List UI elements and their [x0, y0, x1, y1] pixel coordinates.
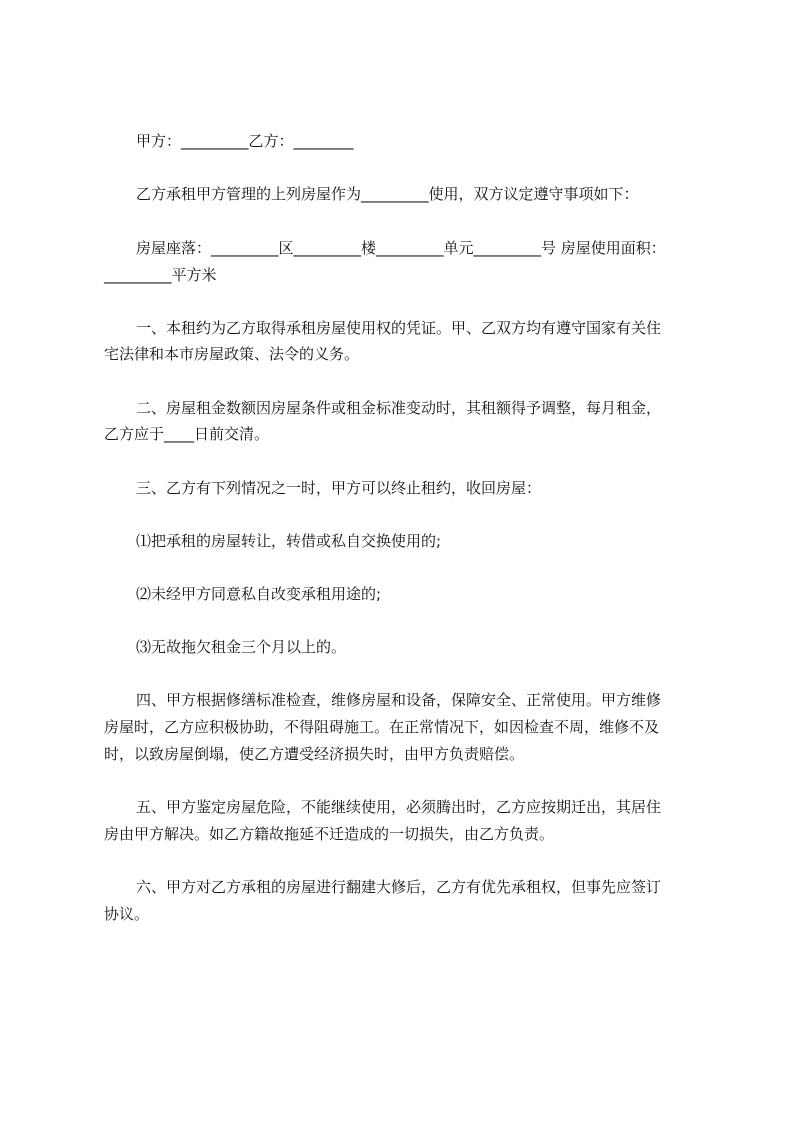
clause-4-line-3: 时，以致房屋倒塌，使乙方遭受经济损失时，由甲方负责赔偿。: [104, 745, 525, 763]
clause-6-line-2: 协议。: [104, 905, 150, 923]
clause-1-line-2: 宅法律和本市房屋政策、法令的义务。: [104, 345, 360, 363]
clause-4-line-2: 房屋时，乙方应积极协助，不得阻碍施工。在正常情况下，如因检查不周，维修不及: [104, 718, 660, 736]
clause-1-line-1: 一、本租约为乙方取得承租房屋使用权的凭证。甲、乙双方均有遵守国家有关住: [136, 319, 662, 337]
clause-6-line-1: 六、甲方对乙方承租的房屋进行翻建大修后，乙方有优先承租权，但事先应签订: [136, 878, 662, 896]
parties-line: 甲方：_________乙方：________: [136, 132, 354, 150]
clause-5-line-2: 房由甲方解决。如乙方籍故拖延不迁造成的一切损失，由乙方负责。: [104, 825, 555, 843]
location-line-1: 房屋座落：_________区_________楼_________单元_________号 房屋使用面积：: [136, 239, 666, 257]
location-line-2: _________平方米: [104, 266, 217, 284]
clause-3-item-2: ⑵未经甲方同意私自改变承租用途的;: [136, 585, 382, 603]
clause-3-heading: 三、乙方有下列情况之一时，甲方可以终止租约，收回房屋：: [136, 479, 542, 497]
clause-4-line-1: 四、甲方根据修缮标准检查，维修房屋和设备，保障安全、正常使用。甲方维修: [136, 691, 662, 709]
clause-2-line-2: 乙方应于____日前交清。: [104, 425, 270, 443]
clause-3-item-1: ⑴把承租的房屋转让，转借或私自交换使用的;: [136, 532, 442, 550]
clause-2-line-1: 二、房屋租金数额因房屋条件或租金标准变动时，其租额得予调整，每月租金，: [136, 399, 662, 417]
clause-3-item-3: ⑶无故拖欠租金三个月以上的。: [136, 638, 347, 656]
clause-5-line-1: 五、甲方鉴定房屋危险，不能继续使用，必须腾出时，乙方应按期迁出，其居住: [136, 798, 662, 816]
usage-line: 乙方承租甲方管理的上列房屋作为_________使用，双方议定遵守事项如下：: [136, 185, 639, 203]
